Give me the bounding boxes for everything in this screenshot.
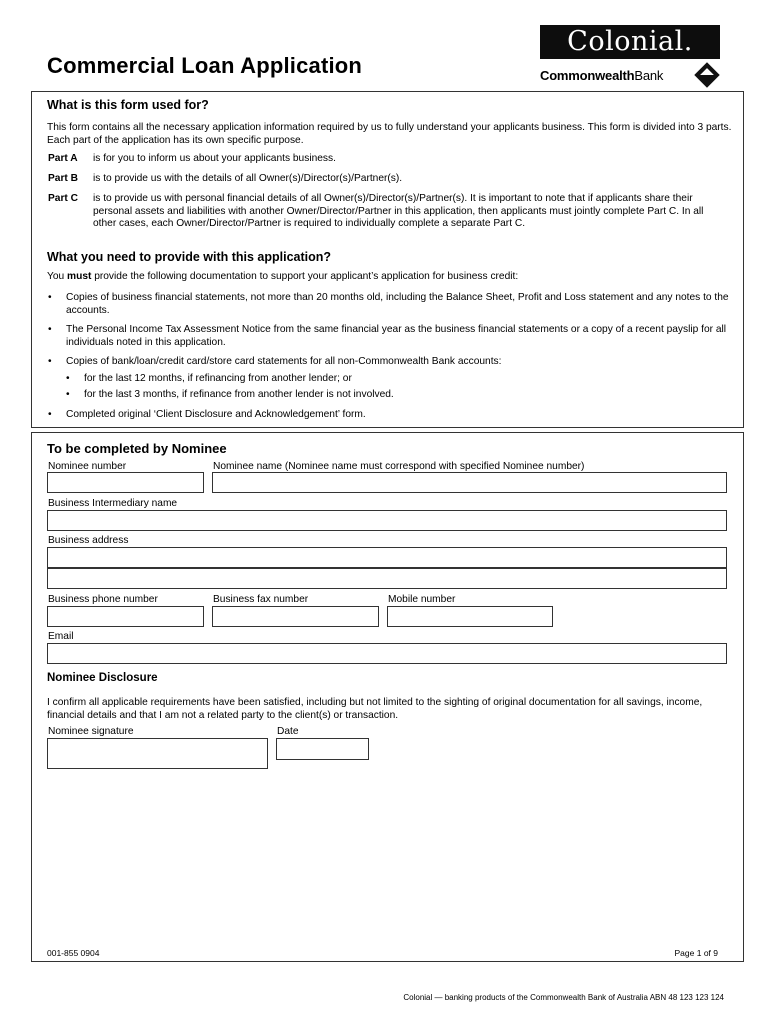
address-label: Business address [48, 535, 129, 546]
mobile-field[interactable] [387, 606, 553, 627]
lead-after: provide the following documentation to support your applicant’s application for business credit: [91, 271, 519, 282]
phone-label: Business phone number [48, 594, 158, 605]
bullet-icon: • [66, 373, 70, 384]
form-code: 001-855 0904 [47, 948, 100, 958]
nominee-number-field[interactable] [47, 472, 204, 493]
part-b-key: Part B [48, 173, 79, 184]
requirement-item: Completed original ‘Client Disclosure and Acknowledgement’ form. [66, 409, 366, 420]
requirement-sub-item: for the last 12 months, if refinancing from another lender; or [84, 373, 352, 384]
page-number: Page 1 of 9 [674, 948, 718, 958]
bullet-icon: • [48, 292, 52, 303]
part-c-text: is to provide us with personal financial details of all Owner(s)/Director(s)/Partner(s). It is important to note that if applicants share their personal assets and liabilities with another Owner/Director/Partner in this application, then applicants must jointly complete Part C. In all other cases, each Owner/Director/Partner is required to individually complete a separate Part C. [93, 193, 704, 230]
part-b-text: is to provide us with the details of all Owner(s)/Director(s)/Partner(s). [93, 173, 403, 184]
bullet-icon: • [48, 356, 52, 367]
address-field-line1[interactable] [47, 547, 727, 568]
requirement-item: Copies of bank/loan/credit card/store card statements for all non-Commonwealth Bank accounts: [66, 356, 502, 367]
mobile-label: Mobile number [388, 594, 456, 605]
fax-label: Business fax number [213, 594, 309, 605]
nominee-name-label: Nominee name (Nominee name must correspond with specified Nominee number) [213, 461, 585, 472]
section-heading-nominee: To be completed by Nominee [47, 441, 227, 456]
requirement-item: The Personal Income Tax Assessment Notice from the same financial year as the business financial statements or a copy of a recent payslip for all individuals noted in this application. [66, 324, 727, 348]
intermediary-label: Business Intermediary name [48, 498, 178, 509]
email-field[interactable] [47, 643, 727, 664]
legal-footer: Colonial — banking products of the Commonwealth Bank of Australia ABN 48 123 123 124 [403, 993, 724, 1002]
bank-name-light: Bank [634, 68, 664, 83]
section-heading-disclosure: Nominee Disclosure [47, 672, 158, 684]
bank-name [540, 68, 663, 83]
page-title: Commercial Loan Application [47, 53, 363, 78]
disclosure-text: I confirm all applicable requirements have been satisfied, including but not limited to the sighting of original documentation for all savings, income, financial details and that I am not a related party to the client(s) or transaction. [47, 697, 703, 721]
signature-label: Nominee signature [48, 726, 134, 737]
part-c-key: Part C [48, 193, 79, 204]
lead-bold: must [67, 271, 92, 282]
email-label: Email [48, 631, 74, 642]
fax-field[interactable] [212, 606, 379, 627]
bullet-icon: • [48, 324, 52, 335]
phone-field[interactable] [47, 606, 204, 627]
signature-field[interactable] [47, 738, 268, 769]
requirement-item: Copies of business financial statements, not more than 20 months old, including the Balance Sheet, Profit and Loss statement and any notes to the accounts. [66, 292, 729, 316]
bullet-icon: • [48, 409, 52, 420]
nominee-number-label: Nominee number [48, 461, 127, 472]
address-field-line2[interactable] [47, 568, 727, 589]
part-a-text: is for you to inform us about your applicants business. [93, 153, 336, 164]
date-label: Date [277, 726, 299, 737]
bank-name-bold: Commonwealth [540, 68, 635, 83]
date-field[interactable] [276, 738, 369, 760]
requirements-lead [47, 271, 518, 284]
bullet-icon: • [66, 389, 70, 400]
section-heading-form-purpose: What is this form used for? [47, 98, 209, 112]
intro-paragraph: This form contains all the necessary application information required by us to fully understand your applicants business. This form is divided into 3 parts. Each part of the application has its own specific purpose. [47, 122, 732, 146]
commonwealth-diamond-icon [694, 62, 719, 87]
colonial-logo: Colonial. [540, 25, 720, 59]
requirement-sub-item: for the last 3 months, if refinance from another lender is not involved. [84, 389, 394, 400]
lead-before: You [47, 271, 68, 282]
section-heading-requirements: What you need to provide with this application? [47, 250, 332, 264]
nominee-name-field[interactable] [212, 472, 727, 493]
intermediary-field[interactable] [47, 510, 727, 531]
part-a-key: Part A [48, 153, 78, 164]
